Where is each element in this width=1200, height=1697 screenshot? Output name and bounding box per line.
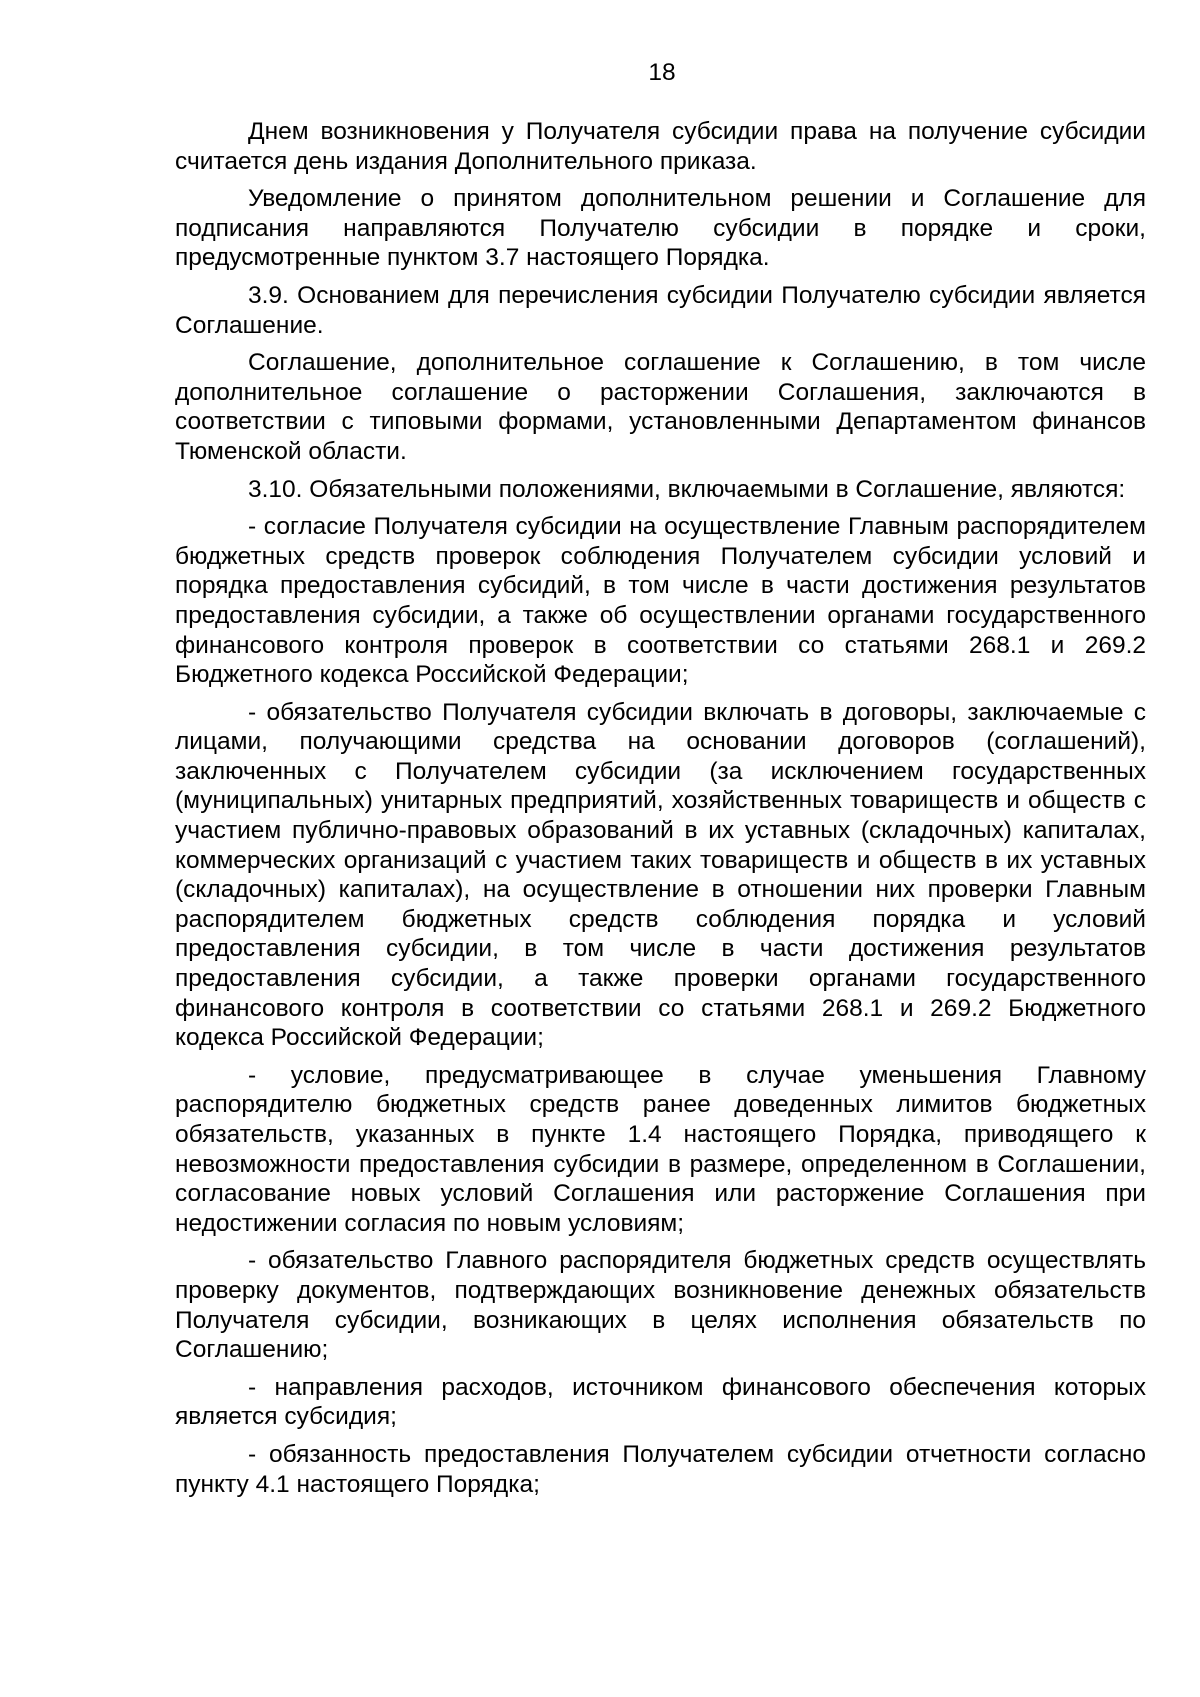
- paragraph-agreement-forms: Соглашение, дополнительное соглашение к Соглашению, в том числе дополнительное соглашение о расторжении Соглашения, заключаются в соответствии с типовыми формами, установленными Департаментом финансов Тюменской области.: [175, 349, 1146, 465]
- list-item-contract-obligation: - обязательство Получателя субсидии включать в договоры, заключаемые с лицами, получающими средства на основании договоров (соглашений), заключенных с Получателем субсидии (за исключением государственных (муниципальных) унитарных предприятий, хозяйственных товариществ и обществ с участием публично-правовых образований в их уставных (складочных) капиталах, коммерческих организаций с участием таких товариществ и обществ в их уставных (складочных) капиталах), на осуществление в отношении них проверки Главным распорядителем бюджетных средств соблюдения порядка и условий предоставления субсидии, в том числе в части достижения результатов предоставления субсидии, а также проверки органами государственного финансового контроля в соответствии со статьями 268.1 и 269.2 Бюджетного кодекса Российской Федерации;: [175, 698, 1146, 1052]
- list-item-expense-directions: - направления расходов, источником финансового обеспечения которых является субсидия;: [175, 1373, 1146, 1431]
- list-item-reporting-duty: - обязанность предоставления Получателем субсидии отчетности согласно пункту 4.1 настоящего Порядка;: [175, 1440, 1146, 1498]
- paragraph-3-10: 3.10. Обязательными положениями, включаемыми в Соглашение, являются:: [248, 475, 1126, 503]
- list-item-limit-reduction: - условие, предусматривающее в случае уменьшения Главному распорядителю бюджетных средств ранее доведенных лимитов бюджетных обязательств, указанных в пункте 1.4 настоящего Порядка, приводящего к невозможности предоставления субсидии в размере, определенном в Соглашении, согласование новых условий Соглашения или расторжение Соглашения при недостижении согласия по новым условиям;: [175, 1061, 1146, 1237]
- paragraph-notification: Уведомление о принятом дополнительном решении и Соглашение для подписания направляются Получателю субсидии в порядке и сроки, предусмотренные пунктом 3.7 настоящего Порядка.: [175, 185, 1146, 272]
- paragraph-receipt-right-date: Днем возникновения у Получателя субсидии права на получение субсидии считается день издания Дополнительного приказа.: [175, 118, 1146, 175]
- paragraph-3-9: 3.9. Основанием для перечисления субсидии Получателю субсидии является Соглашение.: [175, 281, 1146, 339]
- document-body: [175, 117, 1146, 1507]
- list-item-document-verification: - обязательство Главного распорядителя бюджетных средств осуществлять проверку документов, подтверждающих возникновение денежных обязательств Получателя субсидии, возникающих в целях исполнения обязательств по Соглашению;: [175, 1247, 1146, 1364]
- list-item-consent-checks: - согласие Получателя субсидии на осуществление Главным распорядителем бюджетных средств проверок соблюдения Получателем субсидии условий и порядка предоставления субсидий, в том числе в части достижения результатов предоставления субсидии, а также об осуществлении органами государственного финансового контроля проверок в соответствии со статьями 268.1 и 269.2 Бюджетного кодекса Российской Федерации;: [175, 513, 1146, 689]
- page-number: 18: [648, 59, 676, 86]
